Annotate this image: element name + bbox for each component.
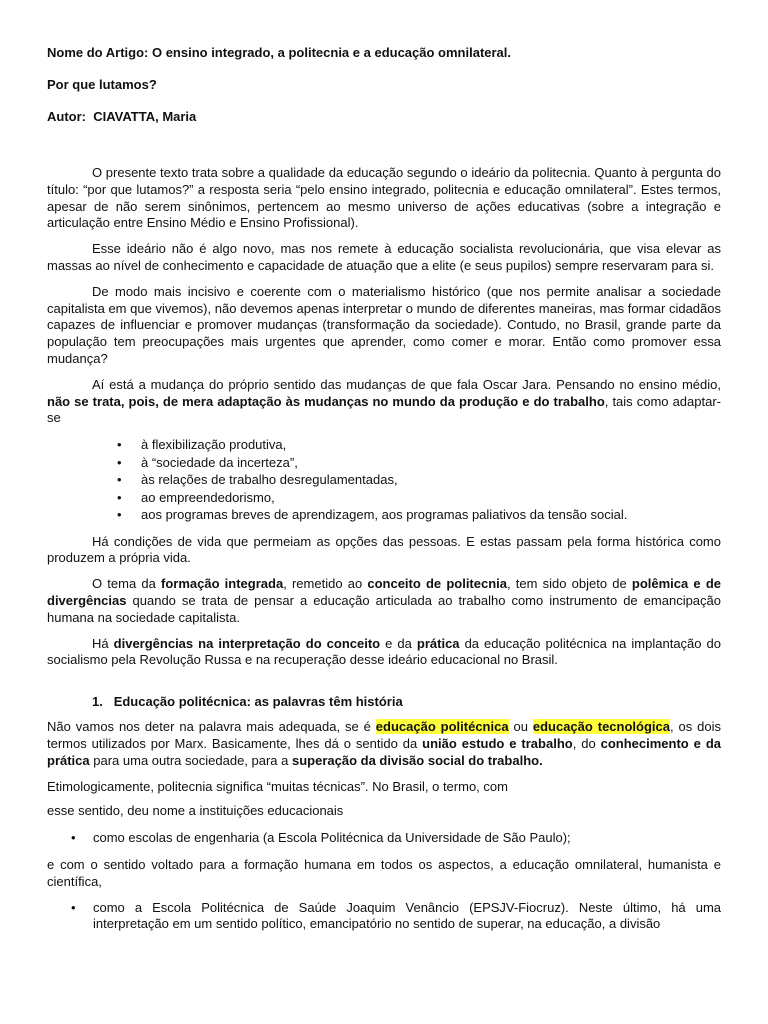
section-heading [92,693,721,710]
section-paragraph-4: e com o sentido voltado para a formação humana em todos os aspectos, a educação omnilateral, humanista e científica, [47,857,721,889]
paragraph-6-bold-f: polêmica e de divergências [47,576,721,609]
section-paragraph-1 [47,719,721,769]
paragraph-7-bold-b: divergências na interpretação do conceito [113,635,381,651]
section-number: 1. [92,694,103,710]
author-line [47,108,721,125]
paragraph-6 [47,576,721,626]
list-item: • como a Escola Politécnica de Saúde Joaquim Venâncio (EPSJV-Fiocruz). Neste último, há uma interpretação em um sentido político, emancipatório no sentido de superar, na educação, a divisão [71,900,721,934]
adaptation-bullet-list [47,436,721,524]
article-title: O ensino integrado, a politecnia e a educação omnilateral. [151,45,512,60]
article-label: Nome do Artigo: [47,45,149,60]
paragraph-6-text-c: , remetido ao [283,576,368,592]
section-paragraph-1-text-i: para uma outra sociedade, para a [89,752,292,768]
paragraph-7-text-a: Há [92,635,114,651]
list-item: • à “sociedade da incerteza”, [117,454,721,472]
paragraph-7 [47,636,721,670]
section-paragraph-1-bold-h: conhecimento e da prática [47,736,721,768]
paragraph-2: Esse ideário não é algo novo, mas nos remete à educação socialista revolucionária, que visa elevar as massas ao nível de conhecimento e capacidade de atuação que a elite (e seus pupilos) sempre reservaram para si. [47,241,721,273]
section-paragraph-1-text-c: ou [508,719,533,735]
paragraph-7-bold-d: prática [416,635,460,651]
author-label: Autor: [47,109,86,124]
paragraph-6-bold-d: conceito de politecnia [367,576,508,592]
institution-bullet-list [47,830,721,847]
paragraph-4 [47,377,721,427]
list-item: • ao empreendedorismo, [117,489,721,507]
section-paragraph-1-text-e: , os dois termos utilizados por Marx. Basicamente, lhes dá o sentido da [47,719,721,752]
highlight-educacao-politecnica: educação politécnica [375,719,509,735]
paragraph-6-text-e: , tem sido objeto de [507,576,632,592]
highlight-educacao-tecnologica: educação tecnológica [532,719,670,735]
paragraph-7-text-c: e da [380,635,417,651]
list-item: • como escolas de engenharia (a Escola Politécnica da Universidade de São Paulo); [71,830,721,847]
article-title-line [47,44,721,61]
paragraph-1: O presente texto trata sobre a qualidade da educação segundo o ideário da politecnia. Quanto à pergunta do título: “por que lutamos?” a resposta seria “pelo ensino integrado, politecnia e educação omnilateral”. Estes termos, apesar de não serem sinônimos, pertencem ao mesmo universo de ações educativas (sobre a integração e articulação entre Ensino Médio e Ensino Profissional). [47,165,721,231]
list-item: • às relações de trabalho desregulamentadas, [117,471,721,489]
section-paragraph-1-text-g: , do [572,736,601,752]
section-paragraph-1-bold-j: superação da divisão social do trabalho. [292,752,543,768]
epsjv-bullet-list [47,900,721,934]
paragraph-7-text-e: da educação politécnica na implantação do socialismo pela Revolução Russa e na recuperação desse ideário educacional no Brasil. [47,635,721,668]
section-title: Educação politécnica: as palavras têm história [113,694,403,710]
paragraph-4-bold: não se trata, pois, de mera adaptação às mudanças no mundo da produção e do trabalho [47,393,605,409]
paragraph-4-text-a: Aí está a mudança do próprio sentido das mudanças de que fala Oscar Jara. Pensando no ensino médio, [92,376,721,392]
section-paragraph-1-text-a: Não vamos nos deter na palavra mais adequada, se é [47,719,376,735]
section-paragraph-1-bold-f: união estudo e trabalho [422,736,573,752]
paragraph-3: De modo mais incisivo e coerente com o materialismo histórico (que nos permite analisar a sociedade capitalista em que vivemos), não devemos apenas interpretar o mundo de diferentes maneiras, mas formar cidadãos capazes de influenciar e promover mudanças (transformação da sociedade). Contudo, no Brasil, grande parte da população tem preocupações mais urgentes que aprender, como comer e morar. Então como promover essa mudança? [47,283,721,366]
section-paragraph-2: Etimologicamente, politecnia significa “muitas técnicas”. No Brasil, o termo, com [47,778,508,794]
author-name: CIAVATTA, Maria [93,109,197,124]
paragraph-5: Há condições de vida que permeiam as opções das pessoas. E estas passam pela forma histórica como produzem a própria vida. [47,533,721,566]
question-line: Por que lutamos? [47,77,157,92]
paragraph-6-bold-b: formação integrada [160,576,284,592]
list-item: • aos programas breves de aprendizagem, aos programas paliativos da tensão social. [117,506,721,524]
section-paragraph-3: esse sentido, deu nome a instituições educacionais [47,803,344,819]
list-item: • à flexibilização produtiva, [117,436,721,454]
paragraph-6-text-a: O tema da [92,576,161,592]
paragraph-6-text-g: quando se trata de pensar a educação articulada ao trabalho como instrumento de emancipação humana na sociedade capitalista. [47,593,721,625]
paragraph-4-text-c: , tais como adaptar-se [47,393,721,426]
